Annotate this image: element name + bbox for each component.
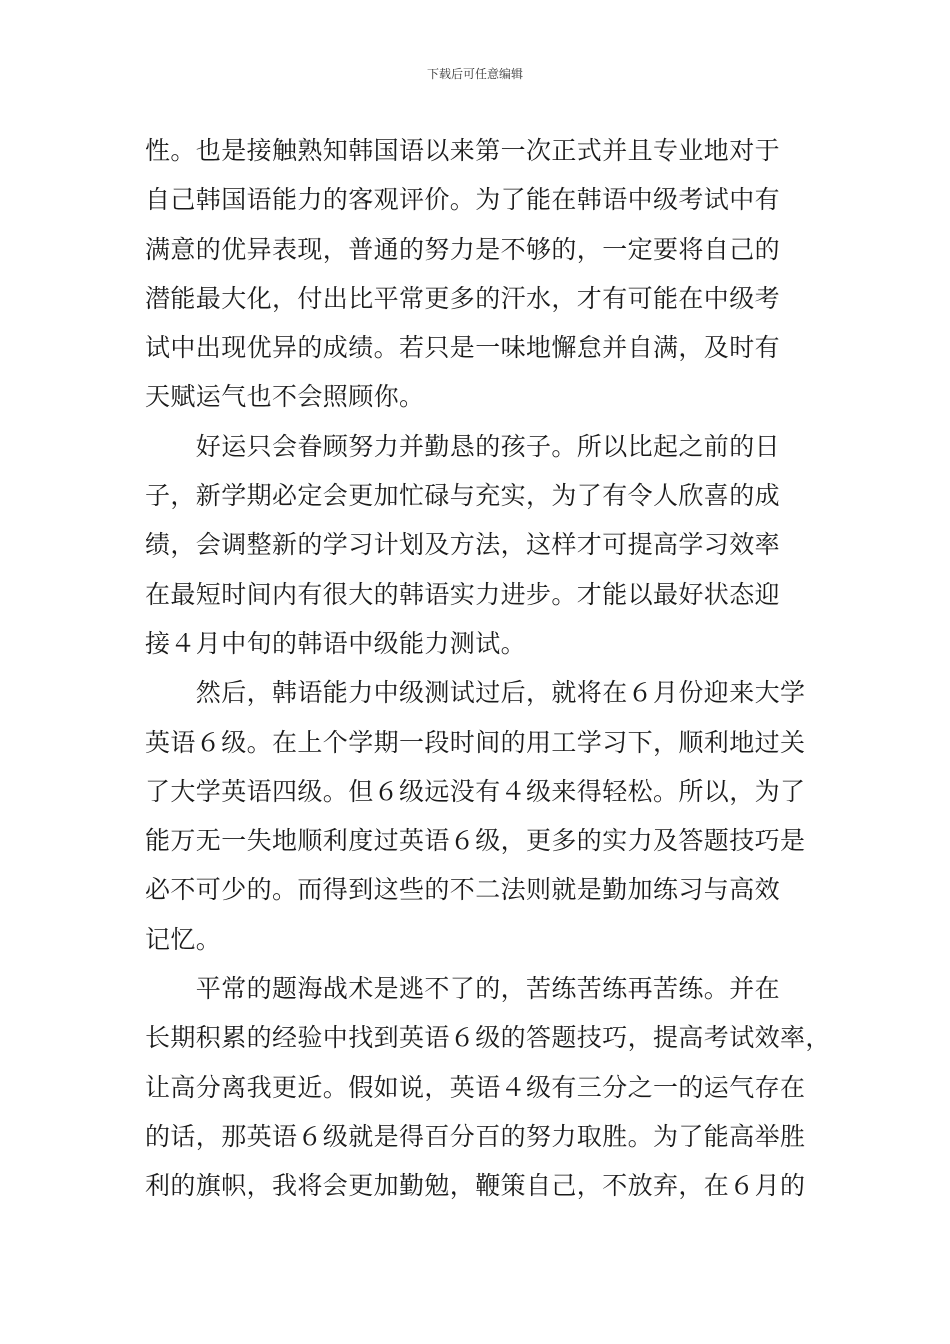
text-line: 利的旗帜，我将会更加勤勉，鞭策自己，不放弃，在６月的: [145, 1171, 806, 1201]
text-line: 在最短时间内有很大的韩语实力进步。才能以最好状态迎: [145, 579, 781, 609]
text-line: 长期积累的经验中找到英语６级的答题技巧，提高考试效率，: [145, 1023, 831, 1053]
text-line: 好运只会眷顾努力并勤恳的孩子。所以比起之前的日: [145, 431, 781, 461]
text-line: 的话，那英语６级就是得百分百的努力取胜。为了能高举胜: [145, 1121, 806, 1151]
text-line: 天赋运气也不会照顾你。: [145, 382, 425, 412]
text-line: 让高分离我更近。假如说，英语４级有三分之一的运气存在: [145, 1072, 806, 1102]
text-line: 试中出现优异的成绩。若只是一味地懈怠并自满，及时有: [145, 333, 781, 363]
text-line: 满意的优异表现，普通的努力是不够的，一定要将自己的: [145, 234, 781, 264]
text-line: 子，新学期必定会更加忙碌与充实，为了有令人欣喜的成: [145, 481, 781, 511]
text-line: 能万无一失地顺利度过英语６级，更多的实力及答题技巧是: [145, 826, 806, 856]
body-text: [145, 126, 831, 1211]
text-line: 自己韩国语能力的客观评价。为了能在韩语中级考试中有: [145, 185, 781, 215]
text-line: 记忆。: [145, 924, 222, 954]
text-line: 性。也是接触熟知韩国语以来第一次正式并且专业地对于: [145, 136, 781, 165]
text-line: 接４月中旬的韩语中级能力测试。: [145, 628, 527, 658]
page-header: 下载后可任意编辑: [426, 67, 523, 81]
text-line: 绩，会调整新的学习计划及方法，这样才可提高学习效率: [145, 530, 781, 560]
text-line: 英语６级。在上个学期一段时间的用工学习下，顺利地过关: [145, 727, 806, 757]
text-line: 必不可少的。而得到这些的不二法则就是勤加练习与高效: [145, 875, 781, 905]
text-line: 然后，韩语能力中级测试过后，就将在６月份迎来大学: [145, 678, 806, 708]
text-line: 了大学英语四级。但６级远没有４级来得轻松。所以，为了: [145, 776, 806, 806]
text-line: 潜能最大化，付出比平常更多的汗水，才有可能在中级考: [145, 283, 781, 313]
text-line: 平常的题海战术是逃不了的，苦练苦练再苦练。并在: [145, 974, 781, 1004]
